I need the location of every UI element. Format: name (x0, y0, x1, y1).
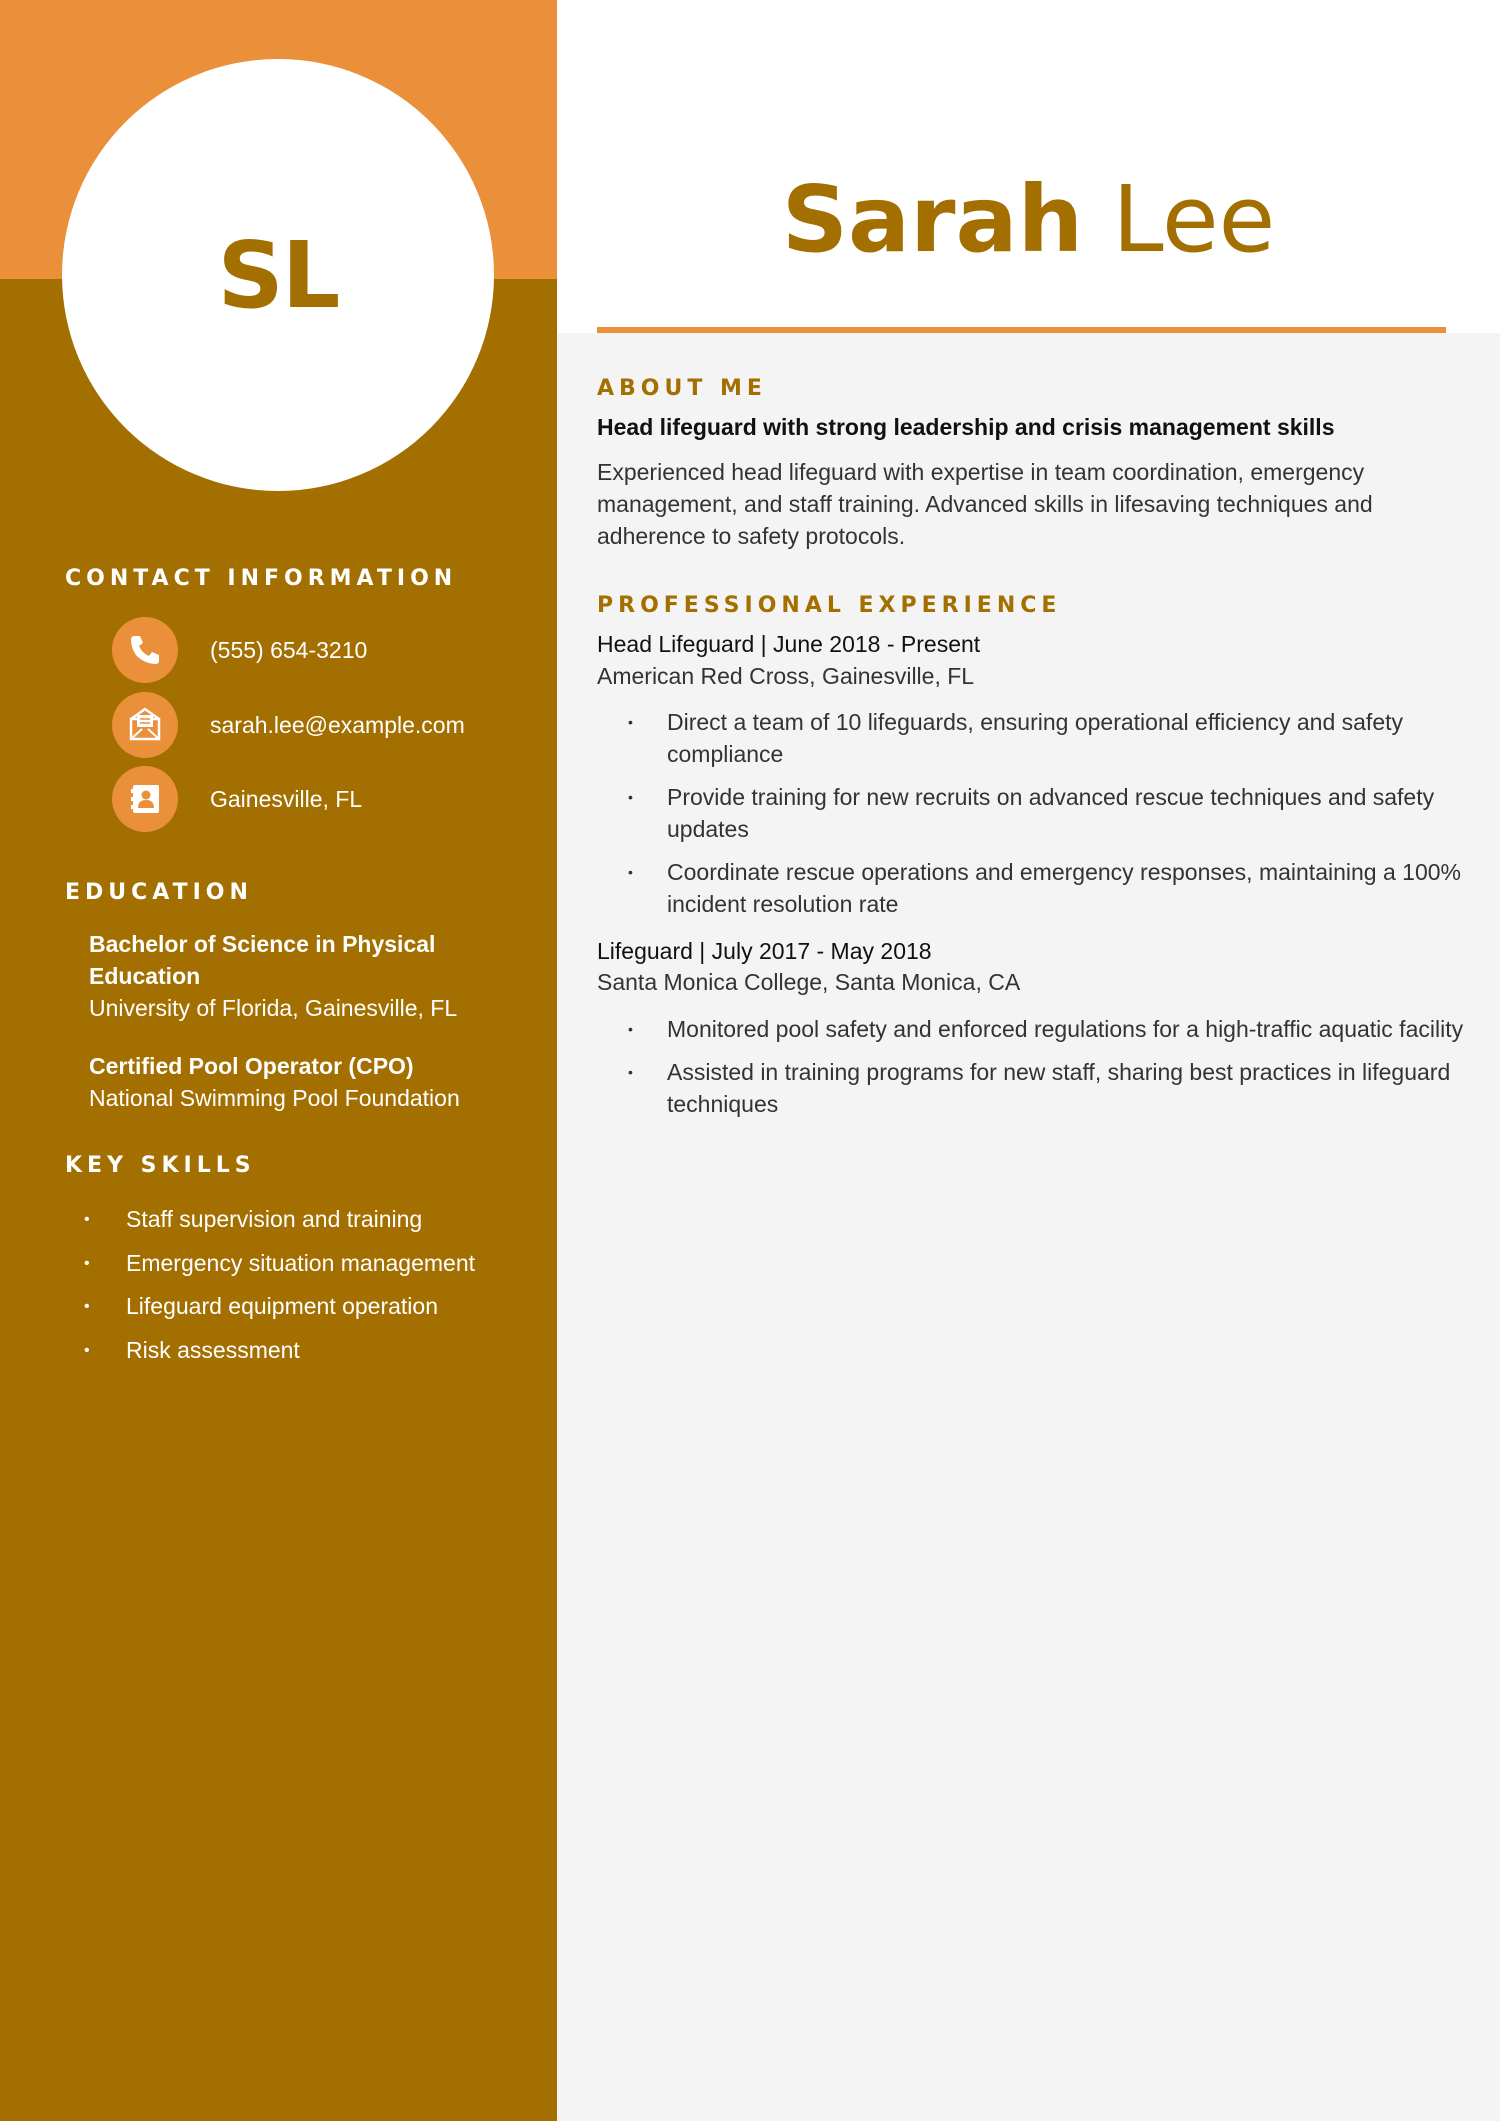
contact-phone-text[interactable]: (555) 654-3210 (210, 636, 368, 663)
education-item (89, 1050, 509, 1114)
about-heading: ABOUT ME (597, 376, 767, 401)
contact-email-text[interactable]: sarah.lee@example.com (210, 711, 465, 738)
skill-item: • Risk assessment (84, 1329, 475, 1373)
phone-icon (112, 617, 178, 683)
skill-item: • Lifeguard equipment operation (84, 1285, 475, 1329)
about-text: Experienced head lifeguard with expertise in team coordination, emergency management, and staff training. Advanced skills in lifesaving techniques and adherence to safety protocols. (597, 459, 1373, 549)
job-bullet: • Direct a team of 10 lifeguards, ensuring operational efficiency and safety compliance (628, 706, 1468, 770)
experience-heading: PROFESSIONAL EXPERIENCE (597, 593, 1062, 618)
education-school: University of Florida, Gainesville, FL (89, 995, 458, 1021)
job-organization: Santa Monica College, Santa Monica, CA (597, 969, 1021, 995)
contact-phone (112, 617, 367, 683)
job-bullet: • Assisted in training programs for new staff, sharing best practices in lifeguard techniques (628, 1056, 1468, 1120)
job-bullets (628, 1013, 1468, 1131)
contact-heading: CONTACT INFORMATION (65, 566, 458, 591)
about-title: Head lifeguard with strong leadership and crisis management skills (597, 414, 1335, 440)
last-name: Lee (1112, 166, 1276, 273)
job-bullets (628, 706, 1468, 931)
education-item (89, 928, 509, 1024)
job-title: Head Lifeguard | June 2018 - Present (597, 631, 981, 657)
avatar (62, 59, 494, 491)
contact-location (112, 766, 362, 832)
education-degree: Bachelor of Science in Physical Education (89, 931, 436, 989)
skills-heading: KEY SKILLS (65, 1153, 256, 1178)
avatar-initials: SL (217, 221, 339, 329)
education-degree: Certified Pool Operator (CPO) (89, 1053, 414, 1079)
job-bullet: • Provide training for new recruits on advanced rescue techniques and safety updates (628, 781, 1468, 845)
job-bullet: • Monitored pool safety and enforced regulations for a high-traffic aquatic facility (628, 1013, 1468, 1045)
skill-item: • Staff supervision and training (84, 1198, 475, 1242)
candidate-name (557, 165, 1500, 275)
header-divider (597, 327, 1446, 333)
job-bullet: • Coordinate rescue operations and emergency responses, maintaining a 100% incident resolution rate (628, 856, 1468, 920)
job-title: Lifeguard | July 2017 - May 2018 (597, 938, 932, 964)
skills-list (84, 1198, 475, 1372)
first-name: Sarah (781, 166, 1084, 273)
envelope-icon (112, 692, 178, 758)
sidebar (0, 0, 557, 2121)
contact-email (112, 692, 465, 758)
job-organization: American Red Cross, Gainesville, FL (597, 663, 975, 689)
skill-item: • Emergency situation management (84, 1242, 475, 1286)
contact-card-icon (112, 766, 178, 832)
education-school: National Swimming Pool Foundation (89, 1085, 460, 1111)
education-heading: EDUCATION (65, 880, 253, 905)
contact-location-text: Gainesville, FL (210, 785, 363, 812)
